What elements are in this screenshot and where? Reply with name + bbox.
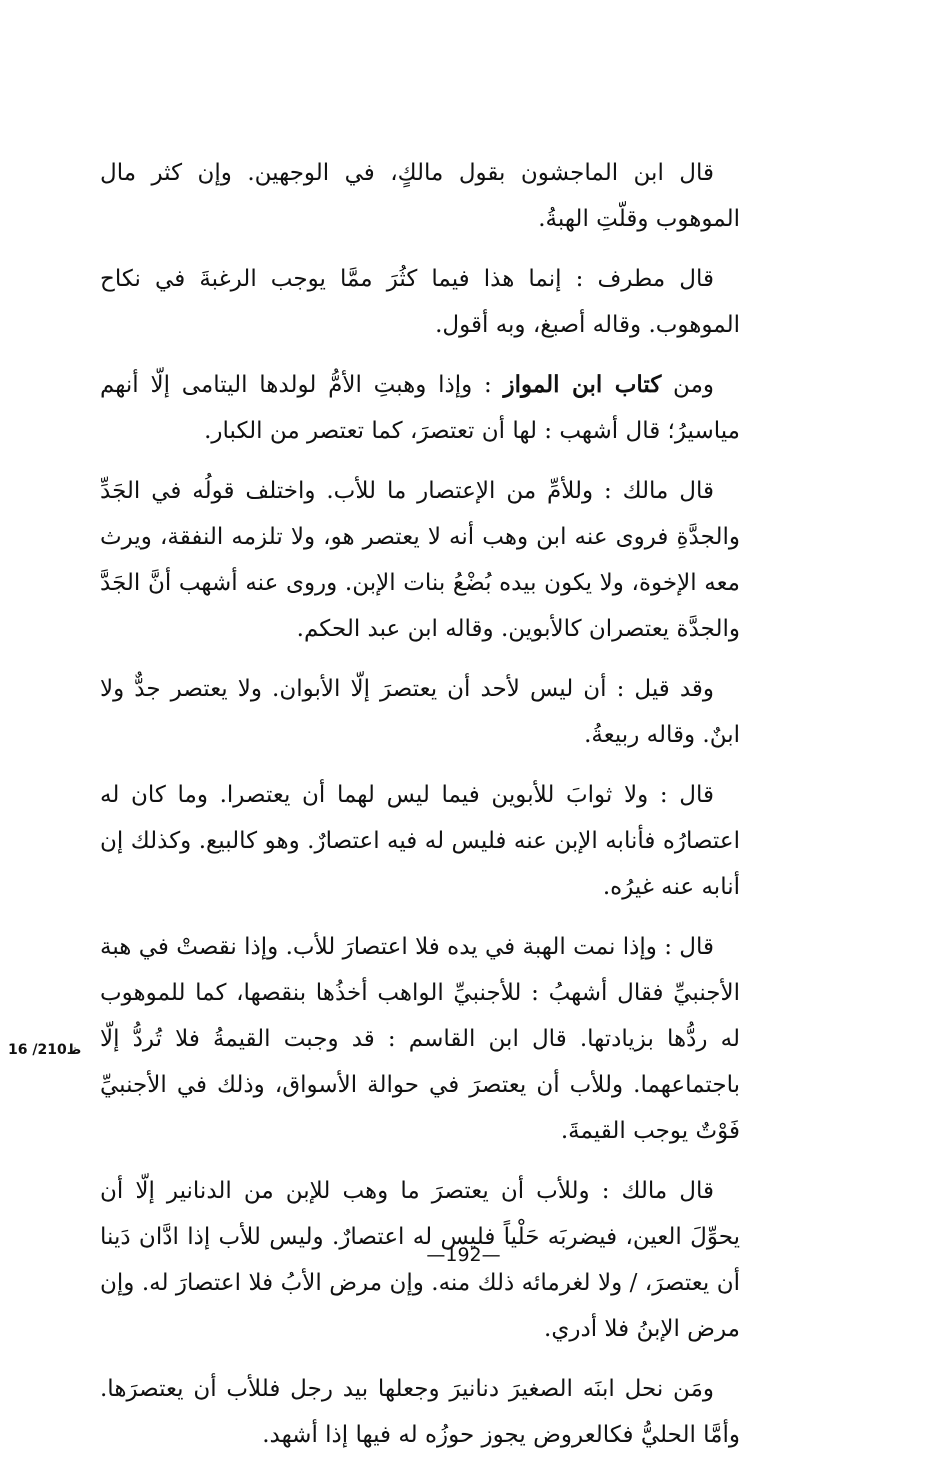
paragraph-8: قال مالك : وللأب أن يعتصرَ ما وهب للإبن من الدنانير إلّا أن يحوِّلَ العين، فيضربَه حَلْياً فليس له اعتصارٌ. وليس للأب إذا ادَّان دَينا أن يعتصرَ، / ولا لغرمائه ذلك منه. وإن مرض الأبُ فلا اعتصارَ له. وإن مرض الإبنُ فلا أدري. xyxy=(100,1178,740,1342)
paragraph-3-text: : وإذا وهبتِ الأمُّ لولدها اليتامى إلّا أنهم مياسيرُ؛ قال أشهب : لها أن تعتصرَ، كما تعتصر من الكبار. xyxy=(100,372,740,444)
paragraph-7: قال : وإذا نمت الهبة في يده فلا اعتصارَ للأب. وإذا نقصتْ في هبة الأجنبيِّ فقال أشهبُ : للأجنبيِّ الواهب أخذُها بنقصها، كما للموهوب له ردُّها بزيادتها. قال ابن القاسم : قد وجبت القيمةُ فلا تُردُّ إلّا باجتماعهما. وللأب أن يعتصرَ في حوالة الأسواق، وذلك في الأجنبيِّ فَوْتٌ يوجب القيمةَ. xyxy=(100,934,740,1144)
book-title: كتاب ابن المواز xyxy=(503,371,662,398)
paragraph-6: قال : ولا ثوابَ للأبوين فيما ليس لهما أن يعتصرا. وما كان له اعتصارُه فأنابه الإبن عنه فليس له فيه اعتصارٌ. وهو كالبيع. وكذلك إن أنابه عنه غيرُه. xyxy=(100,782,740,900)
page-number: —192— xyxy=(426,1244,501,1266)
paragraph-2: قال مطرف : إنما هذا فيما كثُرَ ممَّا يوجب الرغبةَ في نكاح الموهوب. وقاله أصبغ، وبه أقول. xyxy=(100,266,740,338)
paragraph-3 xyxy=(100,362,740,454)
folio-margin-note: 16 /210ظ xyxy=(8,1042,82,1058)
main-text xyxy=(100,150,740,1472)
paragraph-4: قال مالك : وللأمِّ من الإعتصار ما للأب. واختلف قولُه في الجَدِّ والجدَّةِ فروى عنه ابن وهب أنه لا يعتصر هو، ولا تلزمه النفقة، ويرث معه الإخوة، ولا يكون بيده بُضْعُ بنات الإبن. وروى عنه أشهب أنَّ الجَدَّ والجدَّة يعتصران كالأبوين. وقاله ابن عبد الحكم. xyxy=(100,478,740,642)
paragraph-9: ومَن نحل ابنَه الصغيرَ دنانيرَ وجعلها بيد رجل فللأب أن يعتصرَها. وأمَّا الحليُّ فكالعروض يجوز حوزُه له فيها إذا أشهد. xyxy=(100,1376,740,1448)
paragraph-3-prefix: ومن xyxy=(661,372,714,398)
paragraph-1: قال ابن الماجشون بقول مالكٍ، في الوجهين. وإن كثر مال الموهوب وقلّتِ الهبةُ. xyxy=(100,160,740,232)
paragraph-5: وقد قيل : أن ليس لأحد أن يعتصرَ إلّا الأبوان. ولا يعتصر جدٌّ ولا ابنٌ. وقاله ربيعةُ. xyxy=(100,676,740,748)
